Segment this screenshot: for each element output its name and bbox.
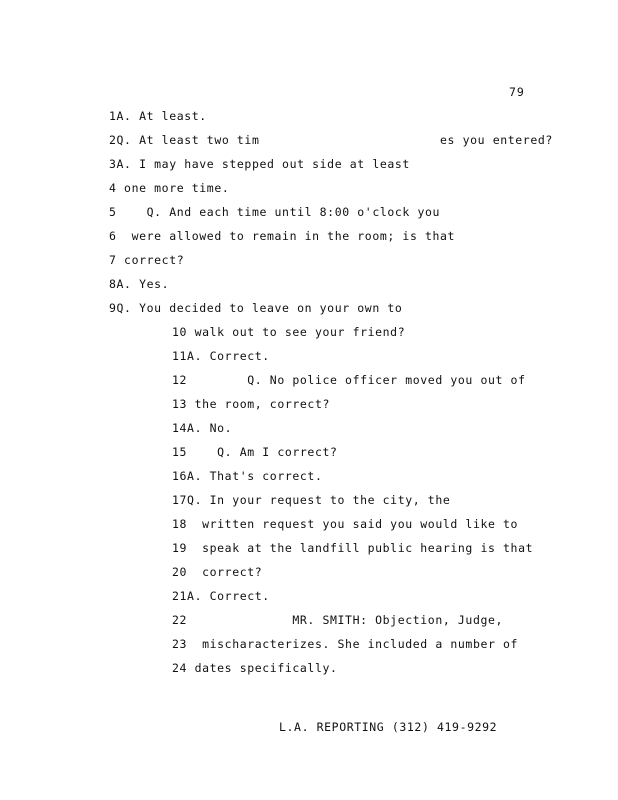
transcript-line-9: 9Q. You decided to leave on your own to	[109, 301, 403, 315]
transcript-line-20: 20 correct?	[172, 565, 263, 579]
transcript-line-13: 13 the room, correct?	[172, 397, 330, 411]
transcript-line-8: 8A. Yes.	[109, 277, 170, 291]
transcript-line-11: 11A. Correct.	[172, 349, 270, 363]
transcript-line-15: 15 Q. Am I correct?	[172, 445, 338, 459]
transcript-line-22: 22 MR. SMITH: Objection, Judge,	[172, 613, 504, 627]
transcript-line-12: 12 Q. No police officer moved you out of	[172, 373, 526, 387]
transcript-line-18: 18 written request you said you would like to	[172, 517, 519, 531]
transcript-line-16: 16A. That's correct.	[172, 469, 323, 483]
transcript-line-23: 23 mischaracterizes. She included a number of	[172, 637, 519, 651]
transcript-line-7: 7 correct?	[109, 253, 185, 267]
transcript-line-6: 6 were allowed to remain in the room; is that	[109, 229, 456, 243]
page-number: 79	[509, 85, 525, 99]
transcript-line-21: 21A. Correct.	[172, 589, 270, 603]
reporter-footer: L.A. REPORTING (312) 419-9292	[279, 720, 498, 734]
transcript-line-4: 4 one more time.	[109, 181, 230, 195]
transcript-line-5: 5 Q. And each time until 8:00 o'clock you	[109, 205, 441, 219]
transcript-line-3: 3A. I may have stepped out side at least	[109, 157, 410, 171]
transcript-line-2: 2Q. At least two tim es you entered?	[109, 133, 553, 147]
transcript-line-14: 14A. No.	[172, 421, 233, 435]
transcript-line-10: 10 walk out to see your friend?	[172, 325, 406, 339]
transcript-line-1: 1A. At least.	[109, 109, 207, 123]
transcript-line-24: 24 dates specifically.	[172, 661, 338, 675]
transcript-line-17: 17Q. In your request to the city, the	[172, 493, 451, 507]
transcript-line-19: 19 speak at the landfill public hearing is that	[172, 541, 534, 555]
